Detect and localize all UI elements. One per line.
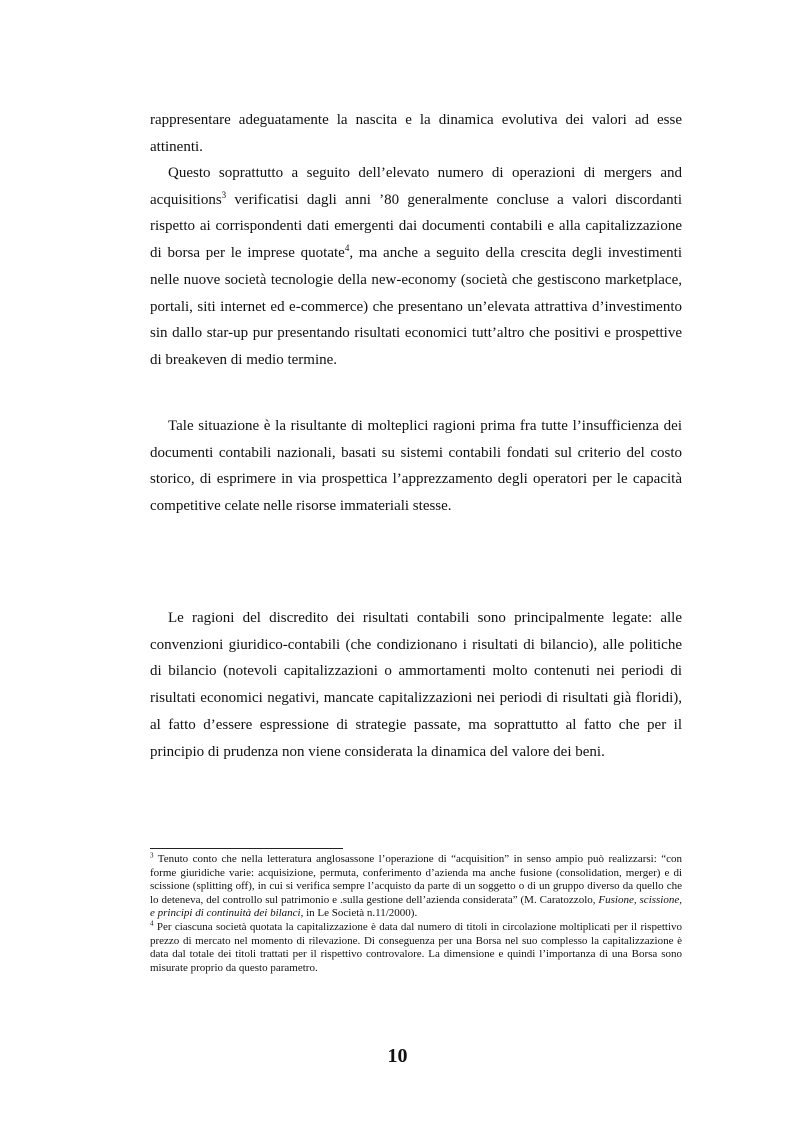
- body-paragraph-4: Le ragioni del discredito dei risultati contabili sono principalmente legate: alle convenzioni giuridico-contabili (che condizionano i risultati di bilancio), alle politiche di bilancio (notevoli capitalizzazioni o ammortamenti molto contenuti nei periodi di risultati economici negativi, mancate capitalizzazioni nei periodi di risultati già floridi), al fatto d’essere espressione di strategie passate, ma soprattutto al fatto che per il principio di prudenza non viene considerata la dinamica del valore dei beni.: [150, 610, 682, 760]
- footnote-ref-4[interactable]: 4: [344, 243, 350, 254]
- body-paragraph-3: Tale situazione è la risultante di molteplici ragioni prima fra tutte l’insufficienza dei documenti contabili nazionali, basati su sistemi contabili fondati sul criterio del costo storico, di esprimere in via prospettica l’apprezzamento degli operatori per le capacità competitive celate nelle risorse immateriali stesse.: [150, 418, 682, 515]
- footnote-separator: [150, 848, 343, 849]
- footnote-3-text: Tenuto conto che nella letteratura anglosassone l’operazione di “acquisition” in senso ampio può realizzarsi: “con forme giuridiche varie: acquisizione, permuta, conferimento d’azienda ma anche fusione (consolidation, merger) e di scissione (splitting off), in cui si verifica sempre l’acquisto da parte di un soggetto o di un gruppo diverso da quello che lo deteneva, del controllo sul patrimonio e .sulla gestione dell’azienda considerata” (M. Caratozzolo,: [150, 853, 682, 906]
- footnote-3-number: 3: [150, 851, 154, 860]
- page-number: 10: [387, 1045, 408, 1067]
- footnote-ref-3[interactable]: 3: [221, 189, 227, 200]
- footnote-3: [150, 853, 682, 921]
- footnote-4-text: Per ciascuna società quotata la capitalizzazione è data dal numero di titoli in circolazione moltiplicati per il rispettivo prezzo di mercato nel momento di rilevazione. Di conseguenza per una Borsa nel suo complesso la capitalizzazione è data dal totale dei titoli trattati per il rispettivo controvalore. La dimensione e quindi l’importanza di una Borsa sono misurate proprio da questo parametro.: [150, 920, 682, 974]
- paragraph-2-part-1: Questo soprattutto a seguito dell’elevato numero di operazioni di mergers and acquisitions: [150, 165, 682, 208]
- body-paragraph-1: rappresentare adeguatamente la nascita e la dinamica evolutiva dei valori ad esse attinenti.: [150, 112, 682, 155]
- paragraph-2-part-3: , ma anche a seguito della crescita degli investimenti nelle nuove società tecnologie della new-economy (società che gestiscono marketplace, portali, siti internet ed e-commerce) che presentano un’elevata attrattiva d’investimento sin dallo star-up pur presentando risultati economici tutt’altro che positivi e prospettive di breakeven di medio termine.: [150, 245, 682, 368]
- footnotes-section: [150, 853, 682, 975]
- footnote-4-number: 4: [150, 919, 154, 928]
- body-paragraph-2: [150, 160, 682, 374]
- paragraph-2-part-2: verificatisi dagli anni ’80 generalmente concluse a valori discordanti rispetto ai corrispondenti dati emergenti dai documenti contabili e alla capitalizzazione di borsa per le imprese quotate: [150, 191, 682, 262]
- footnote-3-cited-title: Fusione, scissione, e principi di continuità dei bilanci: [150, 893, 682, 920]
- footnote-4: [150, 921, 682, 975]
- footnote-3-citation-end: , in Le Società n.11/2000).: [300, 907, 418, 920]
